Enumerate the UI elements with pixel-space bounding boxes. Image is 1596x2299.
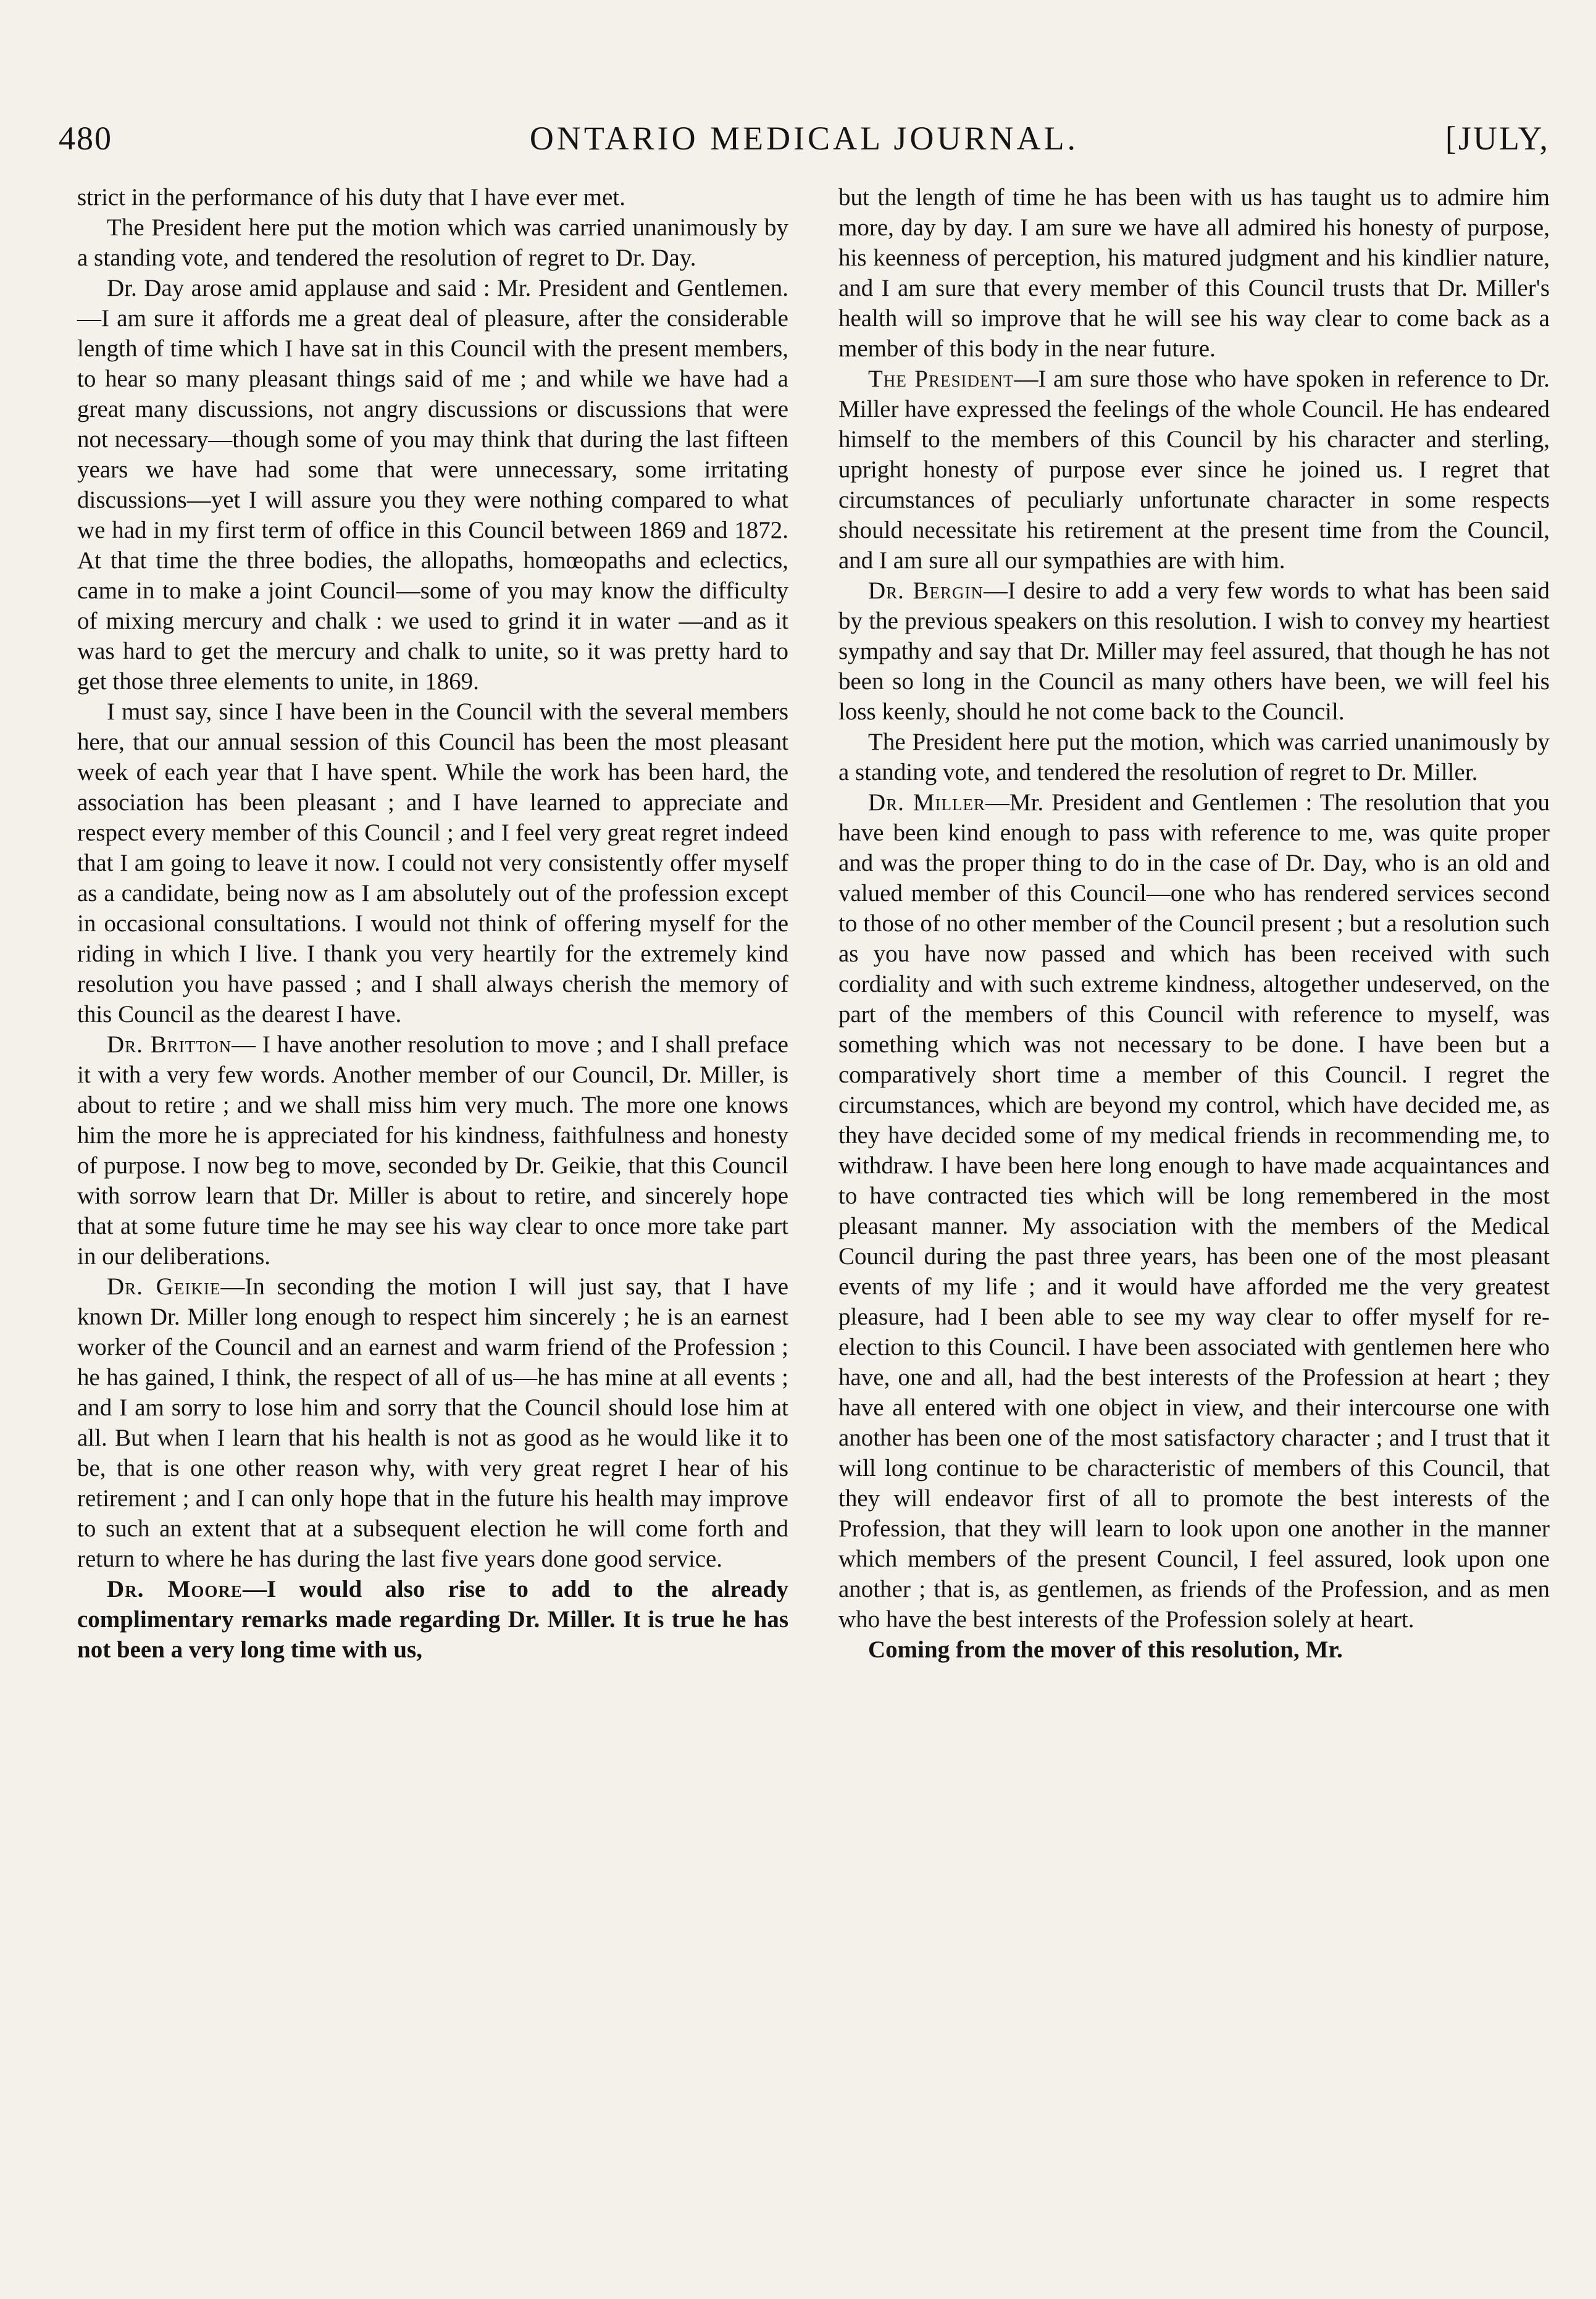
speaker-name: Dr. Miller — [868, 789, 986, 816]
speech-text: —I am sure those who have spoken in reference to Dr. Miller have expressed the feelings of the whole Council. He has endeared himself to the members of this Council by his character and sterling, upright honesty of purpose ever since he joined us. I regret that circumstances of peculiarly unfortunate character in some respects should necessitate his retirement at the present time from the Council, and I am sure all our sympathies are with him. — [838, 366, 1550, 574]
issue-month: [JULY, — [1445, 120, 1550, 157]
page-header — [59, 108, 1550, 176]
paragraph — [77, 1574, 788, 1665]
speech-text: —Mr. President and Gentlemen : The resolution that you have been kind enough to pass with reference to me, was quite proper and was the proper thing to do in the case of Dr. Day, who is an old and valued member of this Council—one who has rendered services second to those of no other member of the Council present ; but a resolution such as you have now passed and which has been received with such cordiality and with such extreme kindness, altogether undeserved, on the part of the members of this Council with reference to myself, was something which was not necessary to be done. I have been but a comparatively short time a member of this Council. I regret the circumstances, which are beyond my control, which have decided me, as they have decided some of my medical friends in recommending me, to withdraw. I have been here long enough to have made acquaintances and to have contracted ties which will be long remembered in the most pleasant manner. My association with the members of the Medical Council during the past three years, has been one of the most pleasant events of my life ; and it would have afforded me the very greatest pleasure, had I been able to see my way clear to offer myself for re-election to this Council. I have been associated with gentlemen here who have, one and all, had the best interests of the Profession at heart ; they have all entered with one object in view, and their intercourse one with another has been one of the most satisfactory character ; and I trust that it will long continue to be characteristic of members of this Council, that they will endeavor first of all to promote the best interests of the Profession, that they will learn to look upon one another in the manner which members of the present Council, I feel assured, look upon one another ; that is, as gentlemen, as friends of the Profession, and as men who have the best interests of the Profession solely at heart. — [838, 789, 1550, 1633]
paragraph: Dr. Day arose amid applause and said : Mr. President and Gentlemen.—I am sure it affords me a great deal of pleasure, after the considerable length of time which I have sat in this Council with the present members, to hear so many pleasant things said of me ; and while we have had a great many discussions, not angry discussions or discussions that were not necessary—though some of you may think that during the last fifteen years we have had some that were unnecessary, some irritating discussions—yet I will assure you they were nothing compared to what we had in my first term of office in this Council between 1869 and 1872. At that time the three bodies, the allopaths, homœopaths and eclectics, came in to make a joint Council—some of you may know the difficulty of mixing mercury and chalk : we used to grind it in water —and as it was hard to get the mercury and chalk to unite, so it was pretty hard to get those three elements to unite, in 1869. — [77, 275, 788, 695]
speaker-name: Dr. Bergin — [868, 577, 984, 604]
speaker-name: Dr. Moore — [107, 1576, 243, 1602]
paragraph — [77, 1271, 788, 1574]
paragraph: Coming from the mover of this resolution, Mr. — [868, 1636, 1343, 1663]
journal-page — [59, 108, 1550, 2269]
page-number: 480 — [59, 120, 112, 157]
paragraph: but the length of time he has been with us has taught us to admire him more, day by day. I am sure we have all admired his honesty of purpose, his keenness of perception, his matured judgment and his kindlier nature, and I am sure that every member of this Council trusts that Dr. Miller's health will so improve that he will see his way clear to come back as a member of this body in the near future. — [838, 184, 1550, 362]
left-column — [77, 182, 788, 1665]
speech-text: —I desire to add a very few words to what has been said by the previous speakers on this resolution. I wish to convey my heartiest sympathy and say that Dr. Miller may feel assured, that though he has not been so long in the Council as many others have been, we will feel his loss keenly, should he not come back to the Council. — [838, 577, 1550, 725]
paragraph: The President here put the motion, which was carried unanimously by a standing vote, and tendered the resolution of regret to Dr. Miller. — [838, 729, 1550, 785]
paragraph: The President here put the motion which was carried unanimously by a standing vote, and tendered the resolution of regret to Dr. Day. — [77, 214, 788, 271]
speech-text: — I have another resolution to move ; and I shall preface it with a very few words. Another member of our Council, Dr. Miller, is about to retire ; and we shall miss him very much. The more one knows him the more he is appreciated for his kindness, faithfulness and honesty of purpose. I now beg to move, seconded by Dr. Geikie, that this Council with sorrow learn that Dr. Miller is about to retire, and sincerely hope that at some future time he may see his way clear to once more take part in our deliberations. — [77, 1031, 788, 1270]
paragraph — [838, 364, 1550, 576]
speaker-name: Dr. Britton — [107, 1031, 232, 1058]
speaker-name: Dr. Geikie — [107, 1273, 221, 1300]
journal-title: ONTARIO MEDICAL JOURNAL. — [529, 120, 1079, 157]
right-column — [838, 182, 1550, 1665]
speech-text: —In seconding the motion I will just say, that I have known Dr. Miller long enough to respect him sincerely ; he is an earnest worker of the Council and an earnest and warm friend of the Profession ; he has gained, I think, the respect of all of us—he has mine at all events ; and I am sorry to lose him and sorry that the Council should lose him at all. But when I learn that his health is not as good as he would like it to be, that is one other reason why, with very great regret I hear of his retirement ; and I can only hope that in the future his health may improve to such an extent that at a subsequent election he will come forth and return to where he has during the last five years done good service. — [77, 1273, 788, 1572]
paragraph — [77, 1029, 788, 1271]
speech-text: —I would also rise to add to the already complimentary remarks made regarding Dr. Miller. It is true he has not been a very long time with us, — [77, 1576, 788, 1663]
paragraph — [838, 787, 1550, 1635]
paragraph: strict in the performance of his duty that I have ever met. — [77, 184, 626, 211]
text-columns — [77, 182, 1550, 1665]
paragraph: I must say, since I have been in the Council with the several members here, that our annual session of this Council has been the most pleasant week of each year that I have spent. While the work has been hard, the association has been pleasant ; and I have learned to appreciate and respect every member of this Council ; and I feel very great regret indeed that I am going to leave it now. I could not very consistently offer myself as a candidate, being now as I am absolutely out of the profession except in occasional consultations. I would not think of offering myself for the riding in which I live. I thank you very heartily for the extremely kind resolution you have passed ; and I shall always cherish the memory of this Council as the dearest I have. — [77, 698, 788, 1028]
speaker-name: The President — [868, 366, 1014, 392]
paragraph — [838, 576, 1550, 727]
